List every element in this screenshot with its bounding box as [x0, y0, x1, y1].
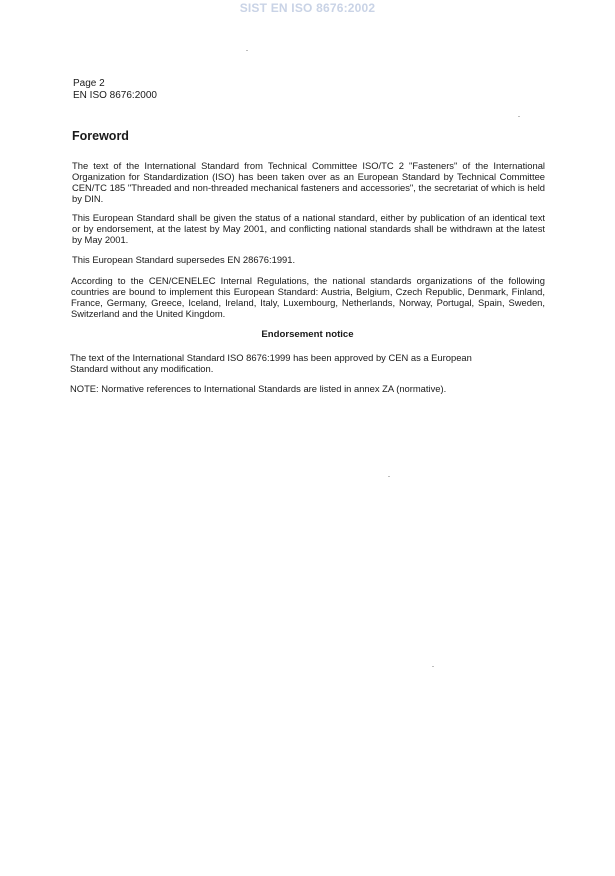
scan-speck [518, 116, 520, 117]
endorsement-text: The text of the International Standard ISO 8676:1999 has been approved by CEN as a European Standard without any modification. [70, 352, 472, 374]
standard-number: EN ISO 8676:2000 [73, 90, 157, 101]
foreword-paragraph: According to the CEN/CENELEC Internal Regulations, the national standards organizations of the following countries are bound to implement this European Standard: Austria, Belgium, Czech Republic, Denmark, Finland, France, Germany, Greece, Iceland, Ireland, Italy, Luxembourg, Netherlands, Norway, Portugal, Spain, Sweden, Switzerland and the United Kingdom. [71, 275, 545, 319]
normative-note: NOTE: Normative references to International Standards are listed in annex ZA (normative). [70, 383, 447, 394]
endorsement-heading: Endorsement notice [261, 329, 354, 340]
scan-speck [432, 666, 434, 667]
foreword-paragraph: The text of the International Standard from Technical Committee ISO/TC 2 "Fasteners" of the International Organization for Standardization (ISO) has been taken over as an European Standard by Technical Committee CEN/TC 185 "Threaded and non-threaded mechanical fasteners and accessories", the secretariat of which is held by DIN. [72, 160, 545, 204]
watermark: SIST EN ISO 8676:2002 [239, 1, 376, 15]
scan-speck [388, 476, 390, 477]
foreword-heading: Foreword [72, 129, 129, 143]
foreword-paragraph: This European Standard supersedes EN 28676:1991. [72, 254, 296, 265]
page-header [73, 78, 157, 102]
scan-speck [246, 50, 248, 51]
page-number: Page 2 [73, 78, 105, 89]
foreword-paragraph: This European Standard shall be given the status of a national standard, either by publication of an identical text or by endorsement, at the latest by May 2001, and conflicting national standards shall be withdrawn at the latest by May 2001. [72, 212, 545, 245]
